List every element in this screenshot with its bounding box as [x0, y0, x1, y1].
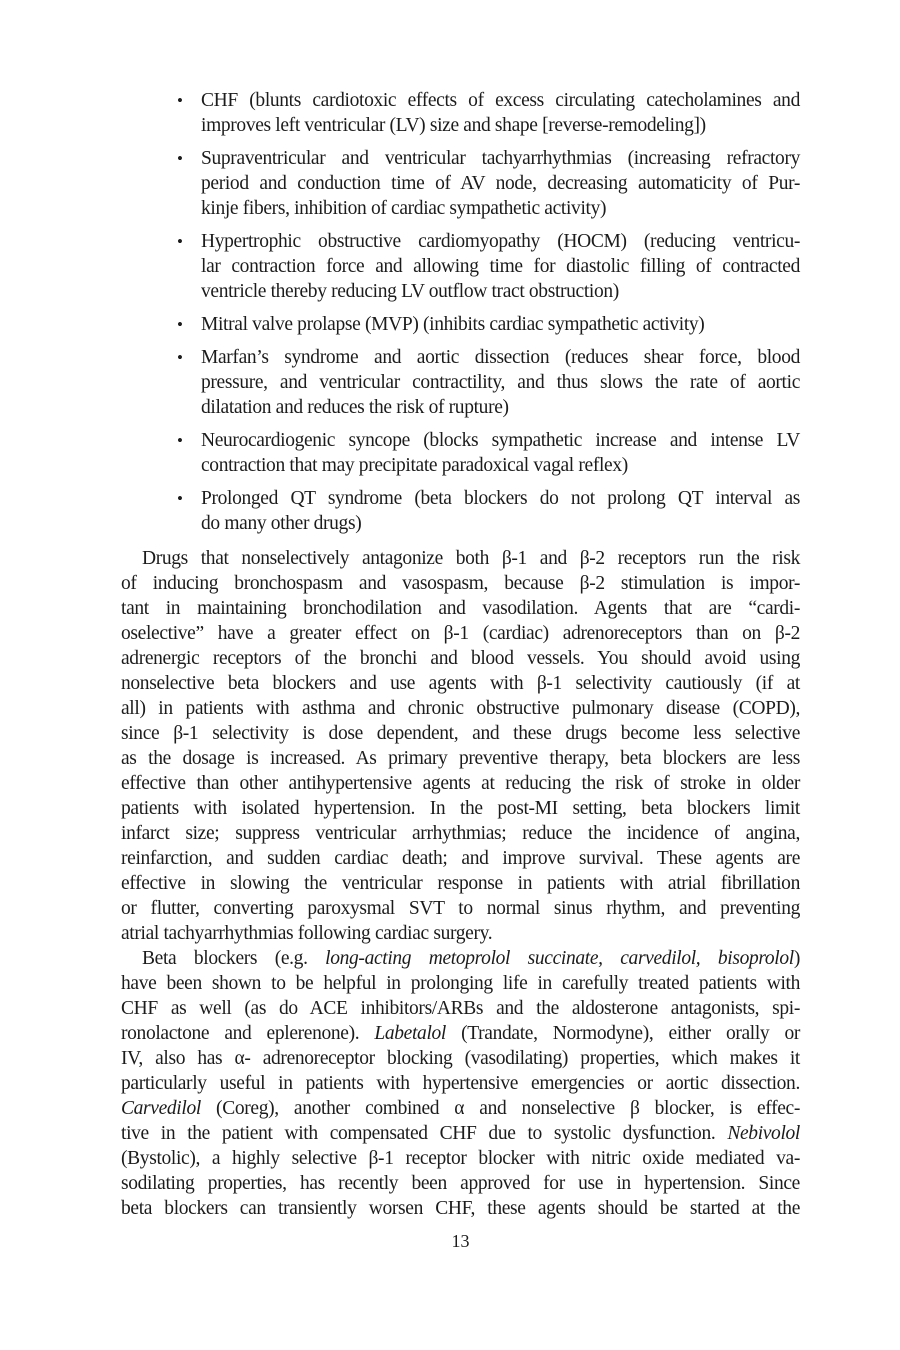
bullet-item [177, 312, 800, 337]
text-line: do many other drugs) [201, 513, 362, 534]
text-line: improves left ventricular (LV) size and shape [reverse-remodeling]) [201, 115, 706, 136]
text-line: particularly useful in patients with hypertensive emergencies or aortic dissection. [121, 1073, 800, 1094]
paragraph [121, 546, 800, 946]
text-line: Drugs that nonselectively antagonize both β-1 and β-2 receptors run the risk [142, 548, 800, 569]
text-line: Neurocardiogenic syncope (blocks sympathetic increase and intense LV [201, 430, 800, 451]
bullet-list [121, 88, 800, 536]
bullet-icon: • [177, 489, 183, 508]
text-line: ventricle thereby reducing LV outflow tract obstruction) [201, 281, 619, 302]
italic-text: Nebivolol [727, 1123, 800, 1144]
text-line: or flutter, converting paroxysmal SVT to normal sinus rhythm, and preventing [121, 898, 800, 919]
text-line: infarct size; suppress ventricular arrhythmias; reduce the incidence of angina, [121, 823, 800, 844]
text-line: since β-1 selectivity is dose dependent, and these drugs become less selective [121, 723, 800, 744]
text-line: CHF (blunts cardiotoxic effects of excess circulating catecholamines and [201, 90, 800, 111]
text-line: Mitral valve prolapse (MVP) (inhibits cardiac sympathetic activity) [201, 314, 705, 335]
text-line: Hypertrophic obstructive cardiomyopathy (HOCM) (reducing ventricu- [201, 231, 800, 252]
bullet-icon: • [177, 149, 183, 168]
text-line: of inducing bronchospasm and vasospasm, because β-2 stimulation is impor- [121, 573, 800, 594]
text-line: (Bystolic), a highly selective β-1 receptor blocker with nitric oxide mediated va- [121, 1148, 800, 1169]
text-line: all) in patients with asthma and chronic obstructive pulmonary disease (COPD), [121, 698, 800, 719]
bullet-item [177, 146, 800, 221]
text-line: ronolactone and eplerenone). Labetalol (Trandate, Normodyne), either orally or [121, 1023, 800, 1044]
text-line: Beta blockers (e.g. long-acting metoprolol succinate, carvedilol, bisoprolol) [142, 948, 800, 969]
bullet-item [177, 88, 800, 138]
text-line: effective in slowing the ventricular response in patients with atrial fibrillation [121, 873, 800, 894]
text-line: patients with isolated hypertension. In the post-MI setting, beta blockers limit [121, 798, 800, 819]
text-line: Supraventricular and ventricular tachyarrhythmias (increasing refractory [201, 148, 800, 169]
text-line: sodilating properties, has recently been approved for use in hypertension. Since [121, 1173, 800, 1194]
text-line: CHF as well (as do ACE inhibitors/ARBs and the aldosterone antagonists, spi- [121, 998, 800, 1019]
bullet-item [177, 229, 800, 304]
text-line: atrial tachyarrhythmias following cardiac surgery. [121, 923, 493, 944]
text-line: Prolonged QT syndrome (beta blockers do not prolong QT interval as [201, 488, 800, 509]
text-line: effective than other antihypertensive agents at reducing the risk of stroke in older [121, 773, 800, 794]
body-text [121, 546, 800, 1221]
text-line: reinfarction, and sudden cardiac death; and improve survival. These agents are [121, 848, 800, 869]
text-line: adrenergic receptors of the bronchi and blood vessels. You should avoid using [121, 648, 800, 669]
text-line: oselective” have a greater effect on β-1 (cardiac) adrenoreceptors than on β-2 [121, 623, 800, 644]
bullet-item [177, 486, 800, 536]
text-line: have been shown to be helpful in prolonging life in carefully treated patients with [121, 973, 800, 994]
text-line: as the dosage is increased. As primary preventive therapy, beta blockers are less [121, 748, 800, 769]
bullet-item [177, 428, 800, 478]
text-line: pressure, and ventricular contractility, and thus slows the rate of aortic [201, 372, 800, 393]
page-number: 13 [451, 1231, 470, 1251]
bullet-item [177, 345, 800, 420]
text-line: contraction that may precipitate paradoxical vagal reflex) [201, 455, 628, 476]
text-line: lar contraction force and allowing time for diastolic filling of contracted [201, 256, 800, 277]
bullet-icon: • [177, 232, 183, 251]
text-line: nonselective beta blockers and use agents with β-1 selectivity cautiously (if at [121, 673, 800, 694]
text-line: Marfan’s syndrome and aortic dissection (reduces shear force, blood [201, 347, 800, 368]
text-line: dilatation and reduces the risk of rupture) [201, 397, 509, 418]
italic-text: Labetalol [374, 1023, 446, 1044]
italic-text: long-acting metoprolol succinate, carvedilol, bisoprolol [325, 948, 794, 969]
text-line: Carvedilol (Coreg), another combined α and nonselective β blocker, is effec- [121, 1098, 800, 1119]
bullet-icon: • [177, 348, 183, 367]
bullet-icon: • [177, 431, 183, 450]
bullet-icon: • [177, 315, 183, 334]
paragraph [121, 946, 800, 1221]
text-line: tive in the patient with compensated CHF due to systolic dysfunction. Nebivolol [121, 1123, 800, 1144]
text-line: tant in maintaining bronchodilation and vasodilation. Agents that are “cardi- [121, 598, 800, 619]
text-line: beta blockers can transiently worsen CHF, these agents should be started at the [121, 1198, 800, 1219]
italic-text: Carvedilol [121, 1098, 201, 1119]
text-line: period and conduction time of AV node, decreasing automaticity of Pur- [201, 173, 800, 194]
bullet-icon: • [177, 91, 183, 110]
text-line: IV, also has α- adrenoreceptor blocking (vasodilating) properties, which makes it [121, 1048, 800, 1069]
text-line: kinje fibers, inhibition of cardiac sympathetic activity) [201, 198, 607, 219]
page-content [121, 88, 800, 1254]
